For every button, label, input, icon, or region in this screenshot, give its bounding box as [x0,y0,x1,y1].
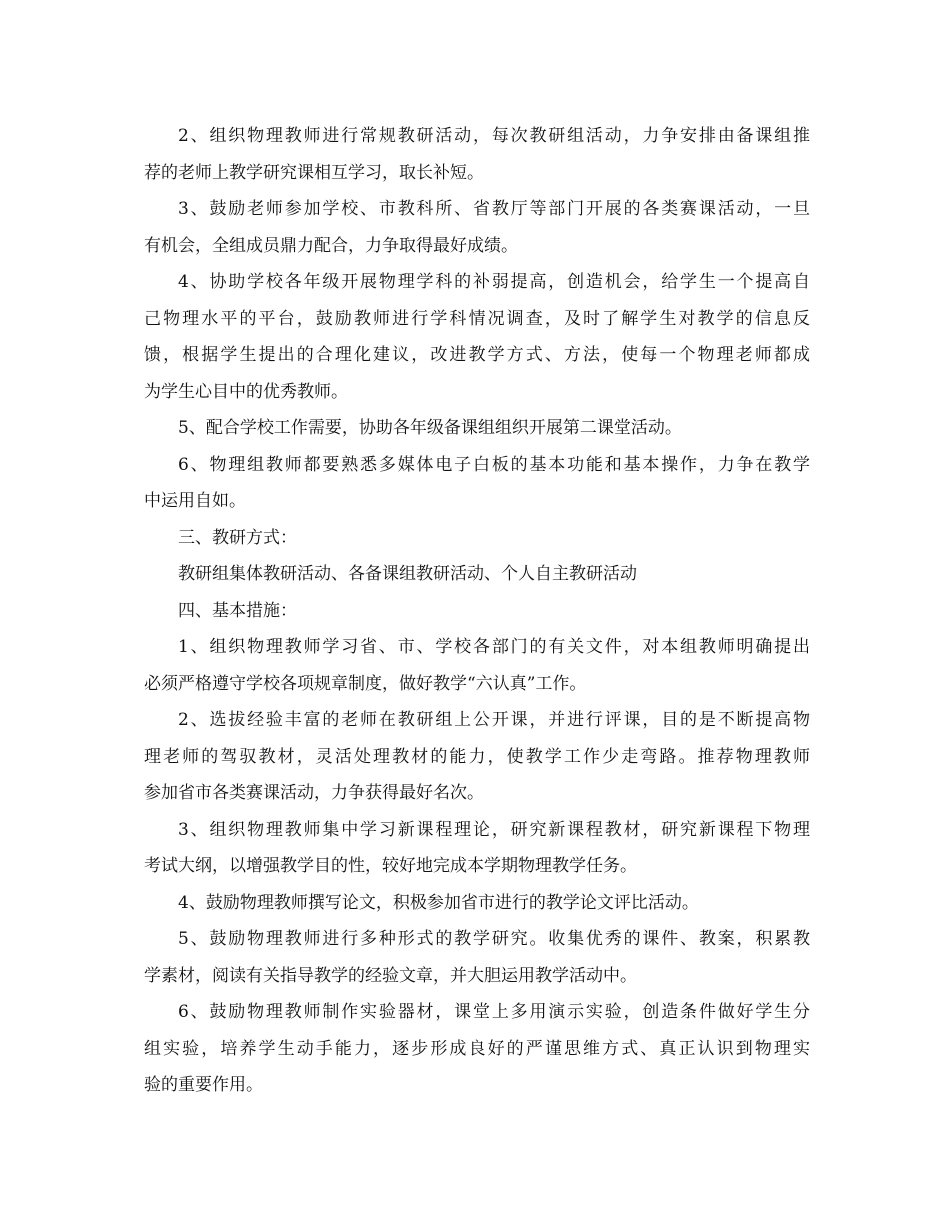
paragraph-p-m6-experiments [144,994,810,1104]
paragraph-line: 三、教研方式： [178,527,297,548]
paragraph-line: 3、组织物理教师集中学习新课程理论，研究新课程教材，研究新课程下物理 [178,819,810,840]
paragraph-line: 4、协助学校各年级开展物理学科的补弱提高，创造机会，给学生一个提高自 [178,272,810,292]
paragraph-p-section-4-heading [144,593,810,630]
paragraph-line: 馈，根据学生提出的合理化建议，改进教学方式、方法，使每一个物理老师都成 [144,345,810,365]
paragraph-p-m2-open-lessons [144,702,810,812]
paragraph-p-m4-papers [144,885,810,922]
paragraph-line: 1、组织物理教师学习省、市、学校各部门的有关文件，对本组教师明确提出 [178,637,810,657]
paragraph-line: 为学生心目中的优秀教师。 [144,381,348,402]
paragraph-line: 6、物理组教师都要熟悉多媒体电子白板的基本功能和基本操作，力争在教学 [178,454,810,475]
paragraph-p-section-3-heading [144,520,810,557]
paragraph-line: 考试大纲，以增强教学目的性，较好地完成本学期物理教学任务。 [144,856,637,876]
paragraph-line: 己物理水平的平台，鼓励教师进行学科情况调查，及时了解学生对教学的信息反 [144,308,810,329]
paragraph-line: 5、配合学校工作需要，协助各年级备课组组织开展第二课堂活动。 [178,418,682,438]
paragraph-line: 四、基本措施： [178,600,297,621]
paragraph-line: 3、鼓励老师参加学校、市教科所、省教厅等部门开展的各类赛课活动，一旦 [178,199,810,219]
document-body [144,118,810,1104]
paragraph-line: 5、鼓励物理教师进行多种形式的教学研究。收集优秀的课件、教案，积累教 [178,929,810,949]
paragraph-p-2-organize-research [144,118,810,191]
paragraph-line: 学素材，阅读有关指导教学的经验文章，并大胆运用教学活动中。 [144,965,637,986]
paragraph-line: 2、组织物理教师进行常规教研活动，每次教研组活动，力争安排由备课组推 [178,126,810,146]
paragraph-p-5-second-classroom [144,410,810,447]
paragraph-line: 2、选拔经验丰富的老师在教研组上公开课，并进行评课，目的是不断提高物 [178,710,810,730]
paragraph-p-4-assist-grades [144,264,810,410]
paragraph-line: 荐的老师上教学研究课相互学习，取长补短。 [144,162,484,183]
paragraph-line: 参加省市各类赛课活动，力争获得最好名次。 [144,783,484,803]
paragraph-line: 4、鼓励物理教师撰写论文，积极参加省市进行的教学论文评比活动。 [178,892,699,913]
paragraph-line: 6、鼓励物理教师制作实验器材，课堂上多用演示实验，创造条件做好学生分 [178,1002,810,1022]
paragraph-p-m1-study-documents [144,629,810,702]
paragraph-p-m5-research-forms [144,921,810,994]
paragraph-p-3-encourage-competitions [144,191,810,264]
paragraph-line: 理老师的驾驭教材，灵活处理教材的能力，使教学工作少走弯路。推荐物理教师 [144,746,810,767]
paragraph-line: 组实验，培养学生动手能力，逐步形成良好的严谨思维方式、真正认识到物理实 [144,1038,810,1059]
paragraph-p-6-whiteboard [144,447,810,520]
paragraph-p-m3-new-curriculum [144,812,810,885]
paragraph-line: 必须严格遵守学校各项规章制度，做好教学“六认真”工作。 [144,673,587,694]
paragraph-line: 有机会，全组成员鼎力配合，力争取得最好成绩。 [144,235,518,256]
paragraph-line: 教研组集体教研活动、各备课组教研活动、个人自主教研活动 [178,564,637,584]
paragraph-p-section-3-body [144,556,810,593]
paragraph-line: 中运用自如。 [144,491,246,511]
paragraph-line: 验的重要作用。 [144,1075,263,1095]
